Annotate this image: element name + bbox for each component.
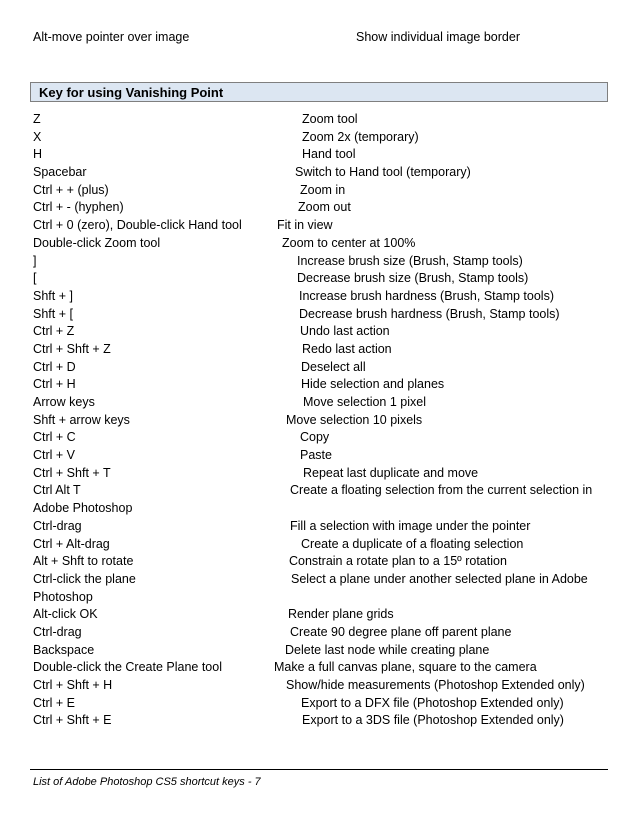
- shortcut-key: H: [33, 147, 43, 162]
- table-row: [0, 712, 638, 730]
- shortcut-key: ]: [33, 253, 37, 268]
- table-row: [0, 394, 638, 412]
- table-row: [0, 500, 638, 518]
- shortcut-key: Ctrl + Z: [33, 324, 75, 339]
- shortcut-key: Ctrl + H: [33, 377, 76, 392]
- shortcut-key: Ctrl + Shft + E: [33, 713, 112, 728]
- shortcut-action: Hand tool: [302, 147, 356, 162]
- shortcut-key: Double-click Zoom tool: [33, 235, 161, 250]
- table-row: [0, 235, 638, 253]
- shortcut-action: Select a plane under another selected plane in Adobe: [291, 571, 588, 586]
- shortcut-key: Ctrl + C: [33, 430, 76, 445]
- table-row: [0, 288, 638, 306]
- shortcut-key: Ctrl + Shft + H: [33, 678, 113, 692]
- shortcut-action: Zoom in: [300, 182, 346, 197]
- shortcut-action: Create 90 degree plane off parent plane: [290, 624, 512, 639]
- shortcut-action: Create a duplicate of a floating selection: [301, 536, 524, 551]
- shortcut-action: Export to a DFX file (Photoshop Extended only): [301, 695, 564, 710]
- shortcut-key: Double-click the Create Plane tool: [33, 660, 222, 675]
- table-row: [0, 553, 638, 571]
- table-row: [0, 606, 638, 624]
- shortcut-action: Decrease brush size (Brush, Stamp tools): [297, 271, 529, 286]
- table-row: [0, 253, 638, 271]
- shortcut-action: Increase brush size (Brush, Stamp tools): [297, 253, 523, 268]
- table-row: [0, 447, 638, 465]
- shortcut-key: Ctrl + 0 (zero), Double-click Hand tool: [33, 218, 242, 233]
- table-row: [0, 536, 638, 554]
- shortcut-key: Ctrl-drag: [33, 518, 82, 533]
- table-row: [0, 465, 638, 483]
- shortcut-key: Ctrl + V: [33, 448, 76, 463]
- shortcut-table: [0, 111, 638, 730]
- page-footer: List of Adobe Photoshop CS5 shortcut keys - 7: [33, 776, 261, 788]
- shortcut-action: Zoom out: [298, 200, 351, 215]
- shortcut-key: Photoshop: [33, 589, 93, 604]
- shortcut-action: Export to a 3DS file (Photoshop Extended only): [302, 713, 564, 728]
- table-row: [0, 571, 638, 589]
- section-header: [30, 82, 608, 102]
- shortcut-action: Render plane grids: [288, 607, 394, 622]
- shortcut-key: Ctrl-click the plane: [33, 571, 136, 586]
- shortcut-key: Ctrl + E: [33, 695, 76, 710]
- shortcut-key: Ctrl-drag: [33, 624, 82, 639]
- shortcut-key: Alt-click OK: [33, 607, 98, 622]
- shortcut-action: Paste: [300, 448, 332, 463]
- shortcut-key: Z: [33, 112, 41, 126]
- shortcut-action: Create a floating selection from the current selection in: [290, 483, 593, 498]
- shortcut-key: Spacebar: [33, 165, 87, 180]
- shortcut-key: Ctrl Alt T: [33, 483, 81, 498]
- table-row: [0, 482, 638, 500]
- shortcut-action: Move selection 10 pixels: [286, 412, 423, 427]
- table-row: [0, 341, 638, 359]
- table-row: [0, 217, 638, 235]
- table-row: [0, 270, 638, 288]
- shortcut-action: Make a full canvas plane, square to the camera: [274, 660, 537, 675]
- shortcut-action: Copy: [300, 430, 330, 445]
- shortcut-action: Undo last action: [300, 324, 390, 339]
- table-row: [0, 306, 638, 324]
- table-row: [0, 323, 638, 341]
- shortcut-action: Hide selection and planes: [301, 377, 445, 392]
- table-row: [0, 695, 638, 713]
- table-row: [0, 589, 638, 607]
- table-row: [0, 659, 638, 677]
- table-row: [0, 164, 638, 182]
- shortcut-action: Constrain a rotate plan to a 15º rotation: [289, 554, 507, 569]
- shortcut-action: Zoom to center at 100%: [282, 235, 416, 250]
- shortcut-action: Fit in view: [277, 218, 333, 233]
- table-row: [0, 412, 638, 430]
- shortcut-key: Ctrl + Shft + T: [33, 465, 111, 480]
- shortcut-key: [: [33, 271, 37, 286]
- table-row: [0, 518, 638, 536]
- shortcut-key: Backspace: [33, 642, 95, 657]
- shortcut-action: Decrease brush hardness (Brush, Stamp tools): [299, 306, 560, 321]
- table-row: [0, 146, 638, 164]
- header-right-text: Show individual image border: [356, 30, 520, 44]
- table-row: [0, 359, 638, 377]
- table-row: [0, 376, 638, 394]
- table-row: [0, 677, 638, 695]
- shortcut-action: Delete last node while creating plane: [285, 642, 490, 657]
- table-row: [0, 111, 638, 129]
- shortcut-key: Shft + arrow keys: [33, 412, 130, 427]
- shortcut-key: Ctrl + + (plus): [33, 182, 109, 197]
- shortcut-key: X: [33, 129, 42, 144]
- header-left-text: Alt-move pointer over image: [33, 30, 190, 44]
- shortcut-action: Deselect all: [301, 359, 366, 374]
- shortcut-action: Fill a selection with image under the pointer: [290, 518, 531, 533]
- table-row: [0, 129, 638, 147]
- shortcut-key: Shft + [: [33, 306, 73, 321]
- shortcut-key: Shft + ]: [33, 288, 73, 303]
- table-row: [0, 429, 638, 447]
- shortcut-action: Show/hide measurements (Photoshop Extended only): [286, 678, 585, 692]
- shortcut-action: Move selection 1 pixel: [303, 395, 426, 409]
- shortcut-action: Redo last action: [302, 341, 392, 356]
- shortcut-action: Zoom tool: [302, 112, 358, 126]
- table-row: [0, 199, 638, 217]
- shortcut-action: Repeat last duplicate and move: [303, 465, 479, 480]
- section-title: Key for using Vanishing Point: [39, 85, 224, 100]
- shortcut-action: Increase brush hardness (Brush, Stamp tools): [299, 288, 554, 303]
- shortcut-key: Arrow keys: [33, 395, 95, 409]
- shortcut-key: Ctrl + D: [33, 359, 76, 374]
- shortcut-action: Zoom 2x (temporary): [302, 129, 419, 144]
- footer-divider: [30, 769, 608, 770]
- table-row: [0, 182, 638, 200]
- shortcut-key: Ctrl + Shft + Z: [33, 341, 111, 356]
- shortcut-key: Ctrl + Alt-drag: [33, 536, 110, 551]
- shortcut-key: Adobe Photoshop: [33, 501, 133, 516]
- table-row: [0, 624, 638, 642]
- shortcut-action: Switch to Hand tool (temporary): [295, 165, 471, 180]
- shortcut-key: Alt + Shft to rotate: [33, 554, 134, 569]
- table-row: [0, 642, 638, 660]
- shortcut-key: Ctrl + - (hyphen): [33, 200, 124, 215]
